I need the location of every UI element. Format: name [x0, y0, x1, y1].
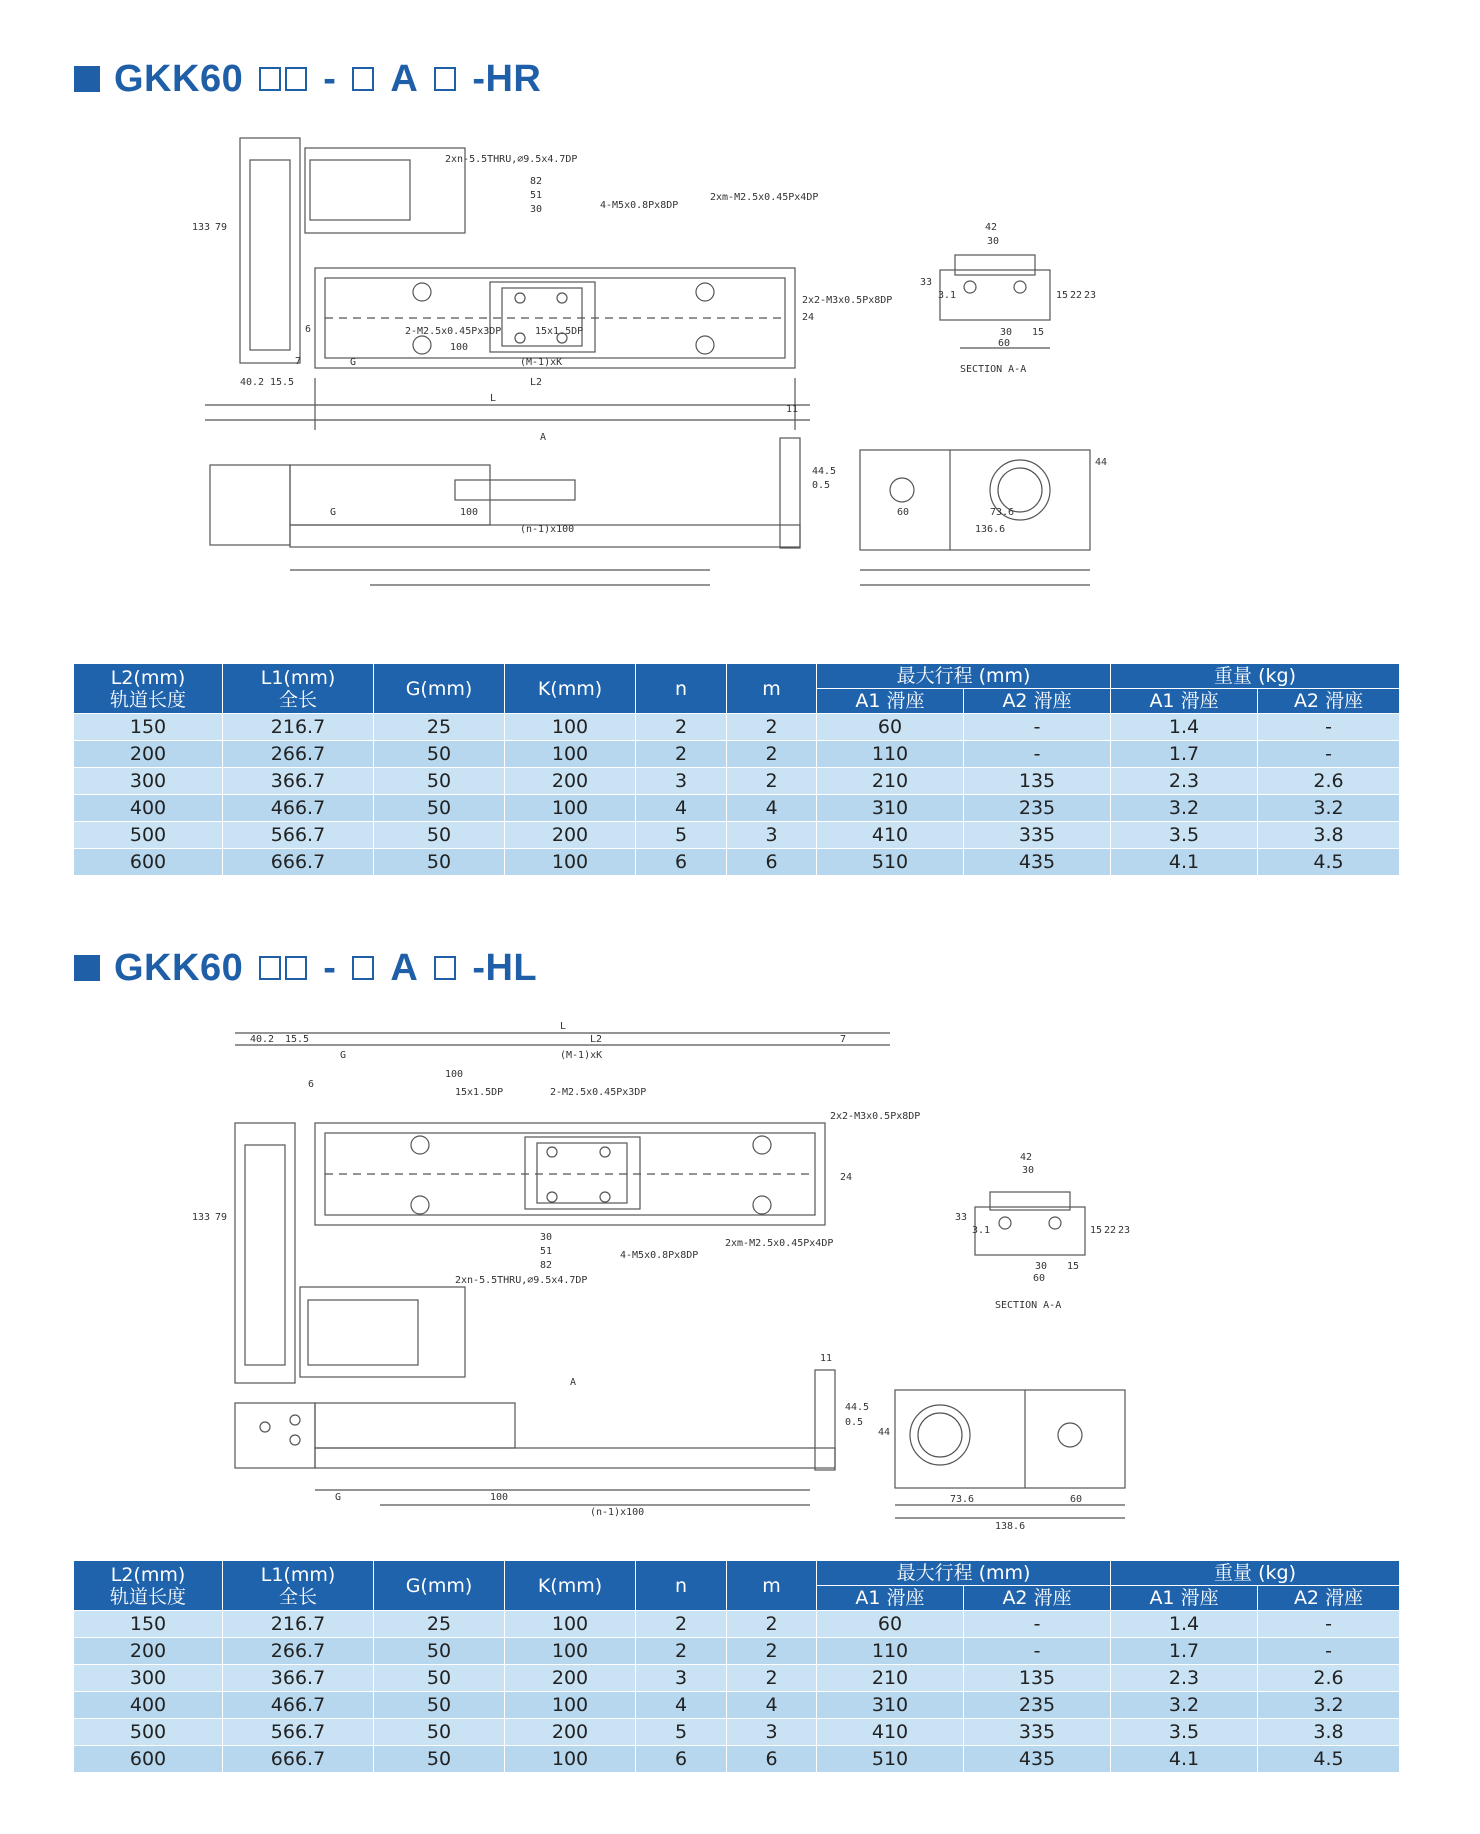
cell: 200 — [74, 1638, 223, 1665]
svg-text:15x1.5DP: 15x1.5DP — [455, 1087, 504, 1098]
cell: 200 — [505, 1665, 636, 1692]
table-row — [74, 1692, 1400, 1719]
cell: 100 — [505, 741, 636, 768]
cell: 566.7 — [223, 1719, 374, 1746]
svg-text:30: 30 — [530, 204, 543, 215]
svg-text:133: 133 — [192, 1212, 211, 1223]
cell: 2 — [636, 714, 727, 741]
svg-text:15: 15 — [1032, 327, 1045, 338]
spec-table-hl — [73, 1560, 1400, 1773]
cell: 50 — [374, 1746, 505, 1773]
cell: 200 — [505, 822, 636, 849]
svg-text:60: 60 — [1070, 1494, 1083, 1505]
cell: 6 — [636, 1746, 727, 1773]
cell: 435 — [964, 1746, 1111, 1773]
table-row — [74, 1638, 1400, 1665]
technical-drawing-hr — [190, 120, 1270, 640]
cell: 400 — [74, 795, 223, 822]
svg-text:44.5: 44.5 — [812, 466, 837, 477]
header-a2: A2 滑座 — [964, 689, 1111, 714]
header-weight-a2: A2 滑座 — [1258, 1586, 1400, 1611]
cell: 216.7 — [223, 1611, 374, 1638]
cell: 366.7 — [223, 1665, 374, 1692]
cell: 466.7 — [223, 795, 374, 822]
svg-text:60: 60 — [897, 507, 910, 518]
cell: 4.1 — [1111, 1746, 1258, 1773]
svg-text:79: 79 — [215, 222, 228, 233]
svg-text:23: 23 — [1084, 290, 1097, 301]
header-g: G(mm) — [374, 664, 505, 714]
cell: - — [964, 714, 1111, 741]
cell: 2 — [636, 1611, 727, 1638]
svg-text:42: 42 — [985, 222, 998, 233]
square-bullet-icon — [74, 66, 100, 92]
cell: 5 — [636, 822, 727, 849]
cell: 25 — [374, 714, 505, 741]
cell: 266.7 — [223, 1638, 374, 1665]
cell: 4.5 — [1258, 849, 1400, 876]
cell: 4.1 — [1111, 849, 1258, 876]
svg-text:100: 100 — [450, 342, 469, 353]
cell: 600 — [74, 1746, 223, 1773]
svg-text:4-M5x0.8Px8DP: 4-M5x0.8Px8DP — [600, 200, 679, 211]
svg-text:24: 24 — [802, 312, 815, 323]
model-name: GKK60 — [114, 946, 244, 989]
cell: 366.7 — [223, 768, 374, 795]
cell: 510 — [817, 1746, 964, 1773]
cell: 150 — [74, 1611, 223, 1638]
cell: 2 — [727, 1665, 817, 1692]
svg-text:100: 100 — [490, 1492, 509, 1503]
svg-text:L2: L2 — [590, 1034, 603, 1045]
svg-text:7: 7 — [295, 356, 302, 367]
placeholder-box-icon — [259, 67, 281, 91]
svg-text:L: L — [490, 393, 497, 404]
svg-text:A: A — [540, 432, 547, 443]
cell: 300 — [74, 1665, 223, 1692]
cell: 2 — [727, 1611, 817, 1638]
svg-text:133: 133 — [192, 222, 211, 233]
svg-text:82: 82 — [540, 1260, 553, 1271]
svg-text:40.2: 40.2 — [240, 377, 265, 388]
svg-text:2x2-M3x0.5Px8DP: 2x2-M3x0.5Px8DP — [830, 1111, 921, 1122]
header-l1: L1(mm) 全长 — [223, 1561, 374, 1611]
svg-text:11: 11 — [820, 1353, 833, 1364]
svg-text:44: 44 — [878, 1427, 891, 1438]
cell: - — [964, 1638, 1111, 1665]
svg-text:G: G — [350, 357, 357, 368]
svg-text:22: 22 — [1070, 290, 1083, 301]
cell: 2 — [727, 714, 817, 741]
cell: 5 — [636, 1719, 727, 1746]
cell: 200 — [74, 741, 223, 768]
cell: 135 — [964, 768, 1111, 795]
cell: 100 — [505, 1692, 636, 1719]
cell: 200 — [505, 1719, 636, 1746]
cell: 500 — [74, 1719, 223, 1746]
cell: 2.3 — [1111, 768, 1258, 795]
cell: 2 — [727, 768, 817, 795]
cell: 210 — [817, 1665, 964, 1692]
table-row — [74, 1746, 1400, 1773]
svg-text:3.1: 3.1 — [972, 1225, 991, 1236]
drawing-svg — [190, 120, 1270, 640]
svg-text:23: 23 — [1118, 1225, 1131, 1236]
header-a1: A1 滑座 — [817, 1586, 964, 1611]
svg-text:(n-1)x100: (n-1)x100 — [590, 1507, 645, 1518]
table-row — [74, 822, 1400, 849]
svg-text:15x1.5DP: 15x1.5DP — [535, 326, 584, 337]
cell: 110 — [817, 741, 964, 768]
svg-text:44.5: 44.5 — [845, 1402, 870, 1413]
cell: 510 — [817, 849, 964, 876]
model-suffix: -HR — [472, 57, 542, 100]
cell: 310 — [817, 795, 964, 822]
svg-text:15: 15 — [1090, 1225, 1103, 1236]
cell: 60 — [817, 1611, 964, 1638]
cell: 6 — [636, 849, 727, 876]
table-row — [74, 849, 1400, 876]
table-row — [74, 714, 1400, 741]
cell: 3.2 — [1111, 795, 1258, 822]
cell: - — [1258, 714, 1400, 741]
header-weight: 重量 (kg) — [1111, 1561, 1400, 1586]
svg-text:51: 51 — [540, 1246, 553, 1257]
cell: 3.2 — [1258, 795, 1400, 822]
cell: 50 — [374, 849, 505, 876]
model-suffix: -HL — [472, 946, 538, 989]
svg-text:22: 22 — [1104, 1225, 1117, 1236]
svg-text:L: L — [560, 1021, 567, 1032]
svg-text:L2: L2 — [530, 377, 543, 388]
cell: 310 — [817, 1692, 964, 1719]
cell: 1.7 — [1111, 741, 1258, 768]
header-weight-a1: A1 滑座 — [1111, 1586, 1258, 1611]
svg-text:30: 30 — [1022, 1165, 1035, 1176]
cell: 4 — [636, 795, 727, 822]
header-weight: 重量 (kg) — [1111, 664, 1400, 689]
svg-text:60: 60 — [1033, 1273, 1046, 1284]
cell: 335 — [964, 1719, 1111, 1746]
cell: - — [1258, 1611, 1400, 1638]
cell: 150 — [74, 714, 223, 741]
placeholder-box-icon — [352, 67, 374, 91]
header-n: n — [636, 1561, 727, 1611]
cell: - — [964, 741, 1111, 768]
cell: 3 — [727, 822, 817, 849]
cell: 235 — [964, 1692, 1111, 1719]
cell: 2 — [636, 741, 727, 768]
svg-text:2xm-M2.5x0.45Px4DP: 2xm-M2.5x0.45Px4DP — [725, 1238, 834, 1249]
section-title-hl: GKK60 - A -HL — [74, 943, 537, 993]
cell: 410 — [817, 822, 964, 849]
svg-text:30: 30 — [987, 236, 1000, 247]
cell: 2 — [727, 1638, 817, 1665]
cell: 50 — [374, 768, 505, 795]
svg-text:0.5: 0.5 — [845, 1417, 864, 1428]
svg-text:A: A — [570, 1377, 577, 1388]
cell: - — [964, 1611, 1111, 1638]
header-weight-a2: A2 滑座 — [1258, 689, 1400, 714]
cell: 3.2 — [1111, 1692, 1258, 1719]
header-l1: L1(mm) 全长 — [223, 664, 374, 714]
svg-text:33: 33 — [955, 1212, 968, 1223]
svg-text:33: 33 — [920, 277, 933, 288]
svg-text:44: 44 — [1095, 457, 1108, 468]
square-bullet-icon — [74, 955, 100, 981]
cell: 6 — [727, 1746, 817, 1773]
section-title-hr: GKK60 - A -HR — [74, 54, 541, 104]
cell: 50 — [374, 822, 505, 849]
cell: 100 — [505, 1638, 636, 1665]
svg-text:30: 30 — [540, 1232, 553, 1243]
cell: 300 — [74, 768, 223, 795]
svg-text:100: 100 — [445, 1069, 464, 1080]
svg-text:15.5: 15.5 — [285, 1034, 310, 1045]
svg-text:4-M5x0.8Px8DP: 4-M5x0.8Px8DP — [620, 1250, 699, 1261]
svg-text:60: 60 — [998, 338, 1011, 349]
placeholder-box-icon — [434, 67, 456, 91]
cell: 335 — [964, 822, 1111, 849]
svg-text:6: 6 — [308, 1079, 315, 1090]
svg-text:51: 51 — [530, 190, 543, 201]
cell: 3 — [636, 1665, 727, 1692]
placeholder-box-icon — [434, 956, 456, 980]
placeholder-box-icon — [352, 956, 374, 980]
cell: 100 — [505, 1611, 636, 1638]
svg-text:42: 42 — [1020, 1152, 1033, 1163]
svg-text:136.6: 136.6 — [975, 524, 1006, 535]
svg-text:2xn-5.5THRU,⌀9.5x4.7DP: 2xn-5.5THRU,⌀9.5x4.7DP — [455, 1275, 588, 1286]
cell: 1.4 — [1111, 1611, 1258, 1638]
svg-text:3.1: 3.1 — [938, 290, 957, 301]
svg-text:15.5: 15.5 — [270, 377, 295, 388]
cell: 1.7 — [1111, 1638, 1258, 1665]
header-a1: A1 滑座 — [817, 689, 964, 714]
cell: 2.6 — [1258, 768, 1400, 795]
cell: 100 — [505, 1746, 636, 1773]
cell: 3.5 — [1111, 1719, 1258, 1746]
svg-text:7: 7 — [840, 1034, 847, 1045]
placeholder-box-icon — [285, 67, 307, 91]
cell: - — [1258, 1638, 1400, 1665]
svg-text:82: 82 — [530, 176, 543, 187]
cell: 266.7 — [223, 741, 374, 768]
model-mid: A — [390, 57, 419, 100]
cell: 210 — [817, 768, 964, 795]
cell: 3 — [727, 1719, 817, 1746]
cell: 4 — [636, 1692, 727, 1719]
table-row — [74, 768, 1400, 795]
cell: 3 — [636, 768, 727, 795]
svg-text:2x2-M3x0.5Px8DP: 2x2-M3x0.5Px8DP — [802, 295, 893, 306]
cell: 50 — [374, 795, 505, 822]
svg-text:30: 30 — [1000, 327, 1013, 338]
placeholder-box-icon — [285, 956, 307, 980]
header-m: m — [727, 1561, 817, 1611]
cell: 50 — [374, 1692, 505, 1719]
table-row — [74, 1611, 1400, 1638]
header-m: m — [727, 664, 817, 714]
svg-text:100: 100 — [460, 507, 479, 518]
svg-text:(M-1)xK: (M-1)xK — [520, 357, 563, 368]
svg-text:15: 15 — [1067, 1261, 1080, 1272]
cell: 666.7 — [223, 1746, 374, 1773]
svg-text:6: 6 — [305, 324, 312, 335]
technical-drawing-hl — [190, 1015, 1270, 1535]
header-stroke: 最大行程 (mm) — [817, 1561, 1111, 1586]
cell: 50 — [374, 1719, 505, 1746]
svg-text:11: 11 — [786, 404, 799, 415]
table-row — [74, 741, 1400, 768]
spec-table-hr — [73, 663, 1400, 876]
cell: 2 — [727, 741, 817, 768]
cell: 4 — [727, 795, 817, 822]
cell: 466.7 — [223, 1692, 374, 1719]
svg-text:SECTION A-A: SECTION A-A — [995, 1300, 1062, 1311]
cell: 3.2 — [1258, 1692, 1400, 1719]
cell: 100 — [505, 849, 636, 876]
cell: 400 — [74, 1692, 223, 1719]
header-k: K(mm) — [505, 664, 636, 714]
cell: 110 — [817, 1638, 964, 1665]
model-mid: A — [390, 946, 419, 989]
cell: 6 — [727, 849, 817, 876]
header-stroke: 最大行程 (mm) — [817, 664, 1111, 689]
cell: 410 — [817, 1719, 964, 1746]
svg-text:(n-1)x100: (n-1)x100 — [520, 524, 575, 535]
cell: 25 — [374, 1611, 505, 1638]
cell: 2 — [636, 1638, 727, 1665]
svg-text:2xm-M2.5x0.45Px4DP: 2xm-M2.5x0.45Px4DP — [710, 192, 819, 203]
header-l2: L2(mm) 轨道长度 — [74, 664, 223, 714]
cell: 1.4 — [1111, 714, 1258, 741]
svg-text:2xn-5.5THRU,⌀9.5x4.7DP: 2xn-5.5THRU,⌀9.5x4.7DP — [445, 154, 578, 165]
svg-text:138.6: 138.6 — [995, 1521, 1026, 1532]
svg-text:79: 79 — [215, 1212, 228, 1223]
header-g: G(mm) — [374, 1561, 505, 1611]
cell: 566.7 — [223, 822, 374, 849]
model-name: GKK60 — [114, 57, 244, 100]
header-l2: L2(mm) 轨道长度 — [74, 1561, 223, 1611]
svg-text:2-M2.5x0.45Px3DP: 2-M2.5x0.45Px3DP — [405, 326, 502, 337]
cell: 50 — [374, 1638, 505, 1665]
cell: 4 — [727, 1692, 817, 1719]
svg-text:(M-1)xK: (M-1)xK — [560, 1050, 603, 1061]
cell: 135 — [964, 1665, 1111, 1692]
svg-text:G: G — [330, 507, 337, 518]
cell: 3.8 — [1258, 822, 1400, 849]
table-row — [74, 1665, 1400, 1692]
cell: 3.5 — [1111, 822, 1258, 849]
svg-text:G: G — [340, 1050, 347, 1061]
cell: 200 — [505, 768, 636, 795]
cell: 60 — [817, 714, 964, 741]
cell: 3.8 — [1258, 1719, 1400, 1746]
cell: 666.7 — [223, 849, 374, 876]
svg-text:30: 30 — [1035, 1261, 1048, 1272]
svg-text:73.6: 73.6 — [950, 1494, 975, 1505]
cell: 50 — [374, 741, 505, 768]
cell: 100 — [505, 714, 636, 741]
cell: 50 — [374, 1665, 505, 1692]
header-weight-a1: A1 滑座 — [1111, 689, 1258, 714]
drawing-svg — [190, 1015, 1270, 1535]
svg-text:24: 24 — [840, 1172, 853, 1183]
svg-text:2-M2.5x0.45Px3DP: 2-M2.5x0.45Px3DP — [550, 1087, 647, 1098]
cell: 100 — [505, 795, 636, 822]
svg-text:73.6: 73.6 — [990, 507, 1015, 518]
placeholder-box-icon — [259, 956, 281, 980]
cell: 4.5 — [1258, 1746, 1400, 1773]
svg-text:40.2: 40.2 — [250, 1034, 275, 1045]
header-n: n — [636, 664, 727, 714]
cell: 235 — [964, 795, 1111, 822]
table-row — [74, 1719, 1400, 1746]
svg-text:G: G — [335, 1492, 342, 1503]
cell: 2.3 — [1111, 1665, 1258, 1692]
header-a2: A2 滑座 — [964, 1586, 1111, 1611]
cell: - — [1258, 741, 1400, 768]
cell: 2.6 — [1258, 1665, 1400, 1692]
svg-text:15: 15 — [1056, 290, 1069, 301]
cell: 435 — [964, 849, 1111, 876]
cell: 500 — [74, 822, 223, 849]
svg-text:0.5: 0.5 — [812, 480, 831, 491]
header-k: K(mm) — [505, 1561, 636, 1611]
cell: 600 — [74, 849, 223, 876]
table-row — [74, 795, 1400, 822]
svg-text:SECTION A-A: SECTION A-A — [960, 364, 1027, 375]
cell: 216.7 — [223, 714, 374, 741]
